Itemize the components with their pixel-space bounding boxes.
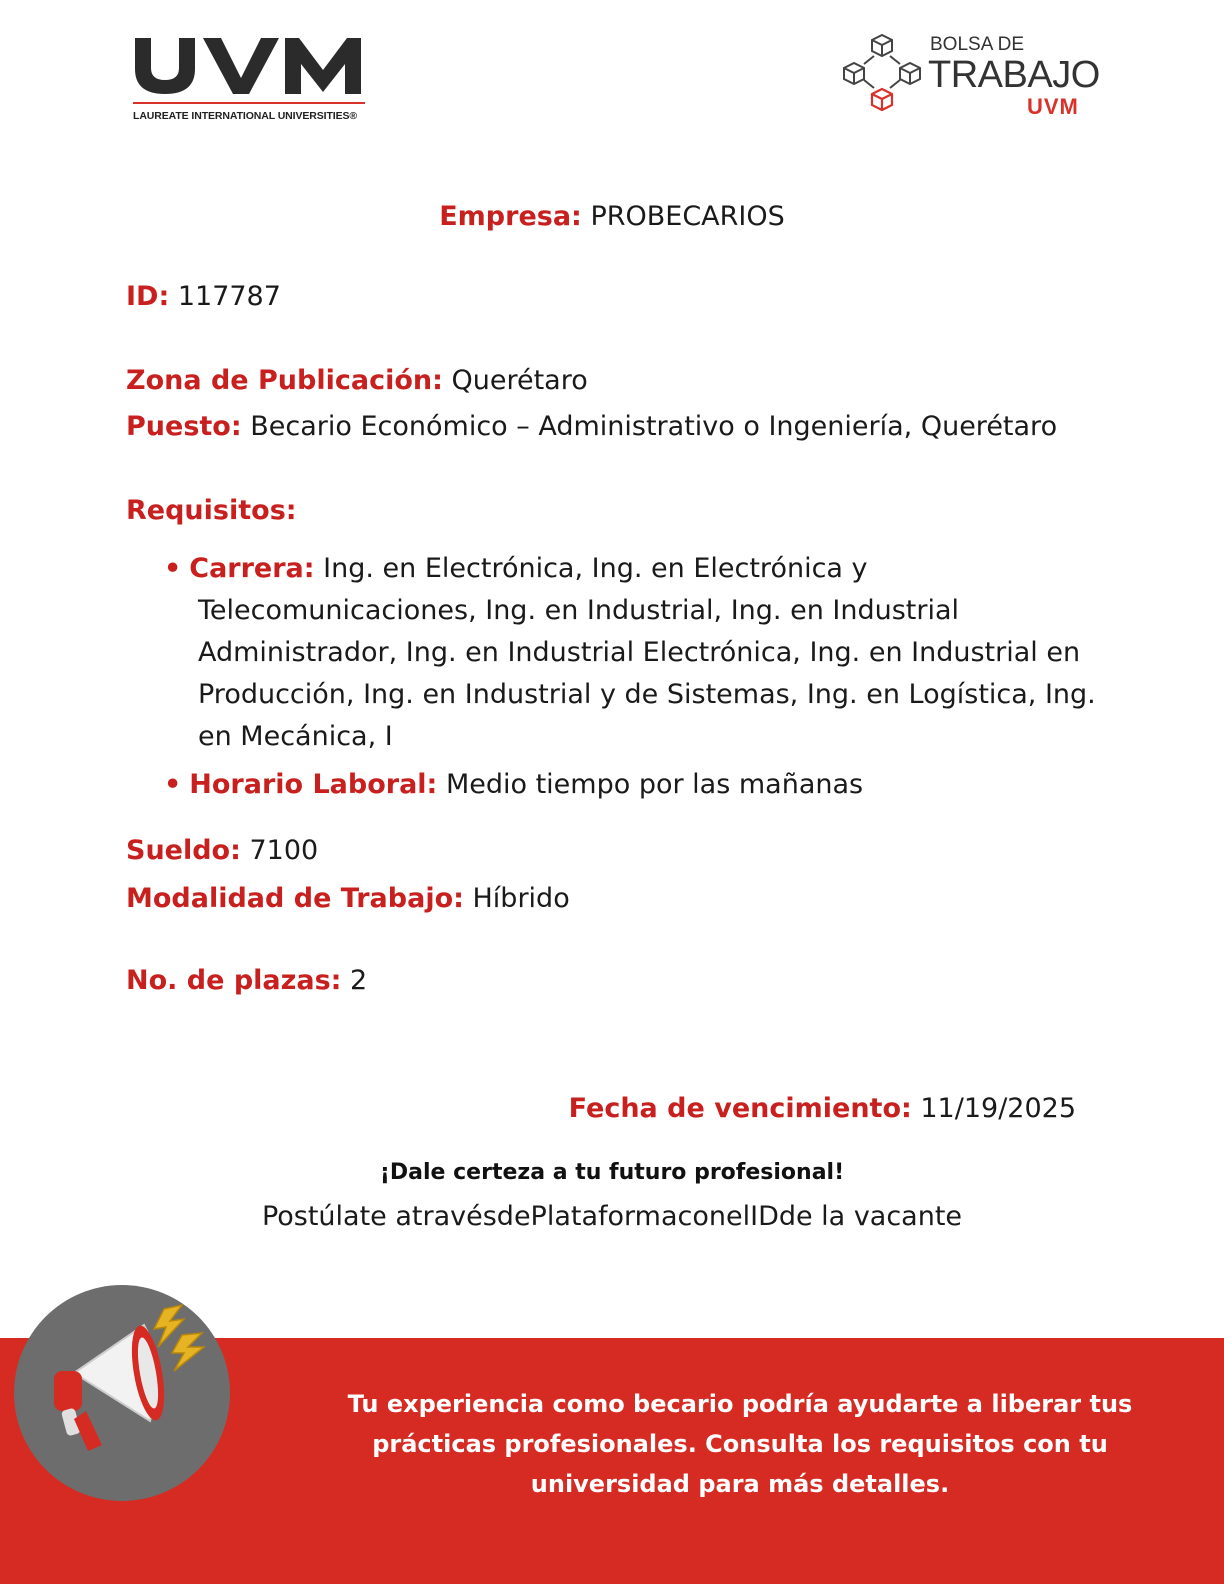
bullet-icon: •	[164, 769, 182, 800]
modalidad-value: Híbrido	[463, 883, 570, 914]
carrera-value-first: Ing. en Electrónica, Ing. en Electrónica y	[314, 553, 868, 584]
id-value: 117787	[169, 281, 281, 312]
plazas-field	[126, 960, 367, 1002]
bolsa-logo-line2: TRABAJO	[928, 54, 1100, 96]
empresa-value: PROBECARIOS	[581, 201, 785, 232]
sueldo-label: Sueldo:	[126, 835, 241, 866]
requisitos-label: Requisitos:	[126, 495, 297, 526]
bolsa-de-trabajo-logo	[840, 32, 1100, 122]
zona-field	[126, 360, 588, 402]
network-cubes-icon	[840, 32, 926, 118]
modalidad-label: Modalidad de Trabajo:	[126, 883, 464, 914]
megaphone-badge	[14, 1285, 230, 1501]
sueldo-value: 7100	[240, 835, 319, 866]
megaphone-icon	[14, 1285, 230, 1501]
carrera-label: Carrera:	[189, 553, 315, 584]
uvm-wordmark	[133, 34, 367, 94]
fecha-vencimiento-field	[569, 1088, 1076, 1130]
slogan: ¡Dale certeza a tu futuro profesional!	[379, 1160, 845, 1185]
zona-label: Zona de Publicación:	[126, 365, 443, 396]
bullet-icon: •	[164, 553, 182, 584]
zona-value: Querétaro	[442, 365, 588, 396]
uvm-logo	[133, 34, 367, 130]
plazas-label: No. de plazas:	[126, 965, 342, 996]
carrera-value-rest: Telecomunicaciones, Ing. en Industrial, Ing. en Industrial Administrador, Ing. en Industrial Electrónica, Ing. en Industrial en Producción, Ing. en Industrial y de Sistemas, Ing. en Logística, Ing. en Mecánica, I	[198, 595, 1096, 752]
puesto-label: Puesto:	[126, 411, 242, 442]
postulate-text: Postúlate atravésdePlataformaconelIDde la vacante	[261, 1201, 963, 1232]
uvm-logo-rule	[133, 102, 365, 104]
horario-value: Medio tiempo por las mañanas	[437, 769, 864, 800]
empresa-label: Empresa:	[439, 201, 582, 232]
modalidad-field	[126, 878, 570, 920]
id-field	[126, 276, 281, 318]
sueldo-field	[126, 830, 318, 872]
empresa-field	[0, 196, 1224, 238]
plazas-value: 2	[341, 965, 368, 996]
puesto-value: Becario Económico – Administrativo o Ingeniería, Querétaro	[241, 411, 1058, 442]
requisitos-heading	[126, 490, 297, 532]
bolsa-logo-line3: UVM	[1027, 94, 1079, 119]
fecha-value: 11/19/2025	[911, 1093, 1076, 1124]
horario-label: Horario Laboral:	[189, 769, 438, 800]
id-label: ID:	[126, 281, 170, 312]
fecha-label: Fecha de vencimiento:	[568, 1093, 912, 1124]
puesto-field	[126, 406, 1086, 448]
horario-item	[164, 764, 863, 806]
uvm-tagline: LAUREATE INTERNATIONAL UNIVERSITIES®	[133, 110, 358, 122]
carrera-item	[164, 548, 1104, 758]
bolsa-logo-line1: BOLSA DE	[930, 34, 1024, 55]
footer-text: Tu experiencia como becario podría ayudarte a liberar tus prácticas profesionales. Consulta los requisitos con tu universidad para más detalles.	[347, 1390, 1133, 1498]
